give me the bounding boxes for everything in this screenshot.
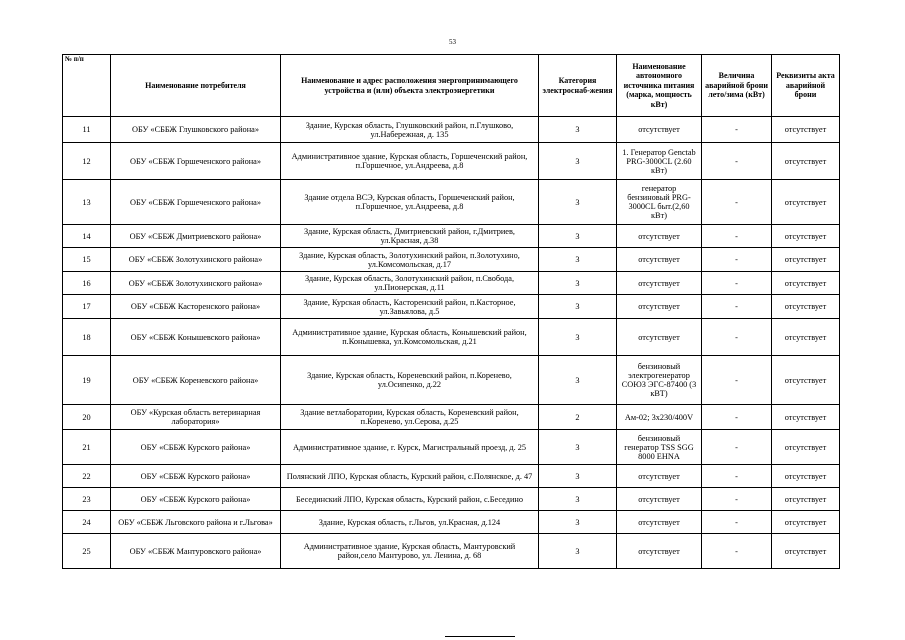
table-cell: 3 — [539, 430, 617, 465]
table-cell: ОБУ «СББЖ Льговского района и г.Льгова» — [111, 511, 281, 534]
table-cell: 3 — [539, 465, 617, 488]
table-cell: ОБУ «СББЖ Мантуровского района» — [111, 534, 281, 569]
table-cell: Здание, Курская область, Глушковский район, п.Глушково, ул.Набережная, д. 135 — [281, 117, 539, 143]
table-row — [63, 430, 840, 465]
table-cell: ОБУ «СББЖ Горшеченского района» — [111, 180, 281, 225]
table-cell: - — [702, 319, 772, 356]
table-cell: отсутствует — [617, 511, 702, 534]
table-cell: отсутствует — [772, 511, 840, 534]
table-cell: 3 — [539, 319, 617, 356]
table-cell: отсутствует — [772, 295, 840, 319]
table-cell: Здание, Курская область, Кореневский район, п.Коренево, ул.Осипенко, д.22 — [281, 356, 539, 405]
table-cell: - — [702, 248, 772, 272]
table-cell: отсутствует — [617, 117, 702, 143]
table-cell: 3 — [539, 356, 617, 405]
table-row — [63, 488, 840, 511]
table-row — [63, 143, 840, 180]
table-cell: 21 — [63, 430, 111, 465]
table-cell: отсутствует — [772, 430, 840, 465]
table-cell: ОБУ «СББЖ Курского района» — [111, 430, 281, 465]
table-row — [63, 295, 840, 319]
table-cell: Здание, Курская область, Касторенский район, п.Касторное, ул.Завьялова, д.5 — [281, 295, 539, 319]
table-row — [63, 225, 840, 248]
table-cell: - — [702, 272, 772, 295]
table-cell: Здание, Курская область, г.Льгов, ул.Красная, д.124 — [281, 511, 539, 534]
table-cell: ОБУ «СББЖ Горшеченского района» — [111, 143, 281, 180]
table-cell: - — [702, 180, 772, 225]
table-cell: 3 — [539, 180, 617, 225]
table-cell: Здание отдела ВСЭ, Курская область, Горшеченский район, п.Горшечное, ул.Андреева, д.8 — [281, 180, 539, 225]
table-cell: 3 — [539, 511, 617, 534]
table-cell: ОБУ «СББЖ Золотухинского района» — [111, 272, 281, 295]
table-cell: отсутствует — [772, 319, 840, 356]
table-row — [63, 319, 840, 356]
table-cell: ОБУ «СББЖ Курского района» — [111, 465, 281, 488]
table-cell: отсутствует — [772, 272, 840, 295]
table-cell: 3 — [539, 117, 617, 143]
table-row — [63, 356, 840, 405]
table-cell: отсутствует — [772, 356, 840, 405]
table-cell: 3 — [539, 272, 617, 295]
table-cell: - — [702, 511, 772, 534]
table-cell: - — [702, 295, 772, 319]
table-cell: отсутствует — [617, 272, 702, 295]
table-cell: ОБУ «СББЖ Касторенского района» — [111, 295, 281, 319]
table-cell: 25 — [63, 534, 111, 569]
table-cell: ОБУ «СББЖ Кореневского района» — [111, 356, 281, 405]
table-cell: отсутствует — [772, 225, 840, 248]
table-cell: отсутствует — [772, 143, 840, 180]
table-cell: отсутствует — [772, 534, 840, 569]
table-cell: отсутствует — [772, 180, 840, 225]
table-cell: 17 — [63, 295, 111, 319]
table-cell: отсутствует — [772, 405, 840, 430]
table-cell: - — [702, 488, 772, 511]
header-cell: № п/п — [63, 55, 111, 117]
table-cell: отсутствует — [772, 117, 840, 143]
table-cell: отсутствует — [617, 319, 702, 356]
table-cell: 16 — [63, 272, 111, 295]
table-cell: ОБУ «Курская область ветеринарная лаборатория» — [111, 405, 281, 430]
table-cell: отсутствует — [617, 465, 702, 488]
page-number: 53 — [449, 38, 456, 46]
table-cell: 11 — [63, 117, 111, 143]
table-cell: - — [702, 465, 772, 488]
table-cell: ОБУ «СББЖ Дмитриевского района» — [111, 225, 281, 248]
table-cell: отсутствует — [772, 465, 840, 488]
table-row — [63, 465, 840, 488]
table-cell: генератор бензиновый PRG-3000CL быт.(2,60 кВт) — [617, 180, 702, 225]
table-cell: 15 — [63, 248, 111, 272]
table-cell: отсутствует — [772, 488, 840, 511]
table-cell: ОБУ «СББЖ Курского района» — [111, 488, 281, 511]
table-cell: 2 — [539, 405, 617, 430]
table-cell: Полянский ЛПО, Курская область, Курский район, с.Полянское, д. 47 — [281, 465, 539, 488]
header-cell: Величина аварийной брони лето/зима (кВт) — [702, 55, 772, 117]
table-cell: отсутствует — [617, 295, 702, 319]
table-cell: 3 — [539, 534, 617, 569]
table-cell: 23 — [63, 488, 111, 511]
table-cell: 14 — [63, 225, 111, 248]
table-row — [63, 117, 840, 143]
table-cell: 22 — [63, 465, 111, 488]
table-cell: - — [702, 430, 772, 465]
table-cell: Здание, Курская область, Золотухинский район, п.Золотухино, ул.Комсомольская, д.17 — [281, 248, 539, 272]
table-cell: 3 — [539, 143, 617, 180]
table-row — [63, 248, 840, 272]
page-bottom-rule — [445, 636, 515, 637]
table-cell: Бесединский ЛПО, Курская область, Курский район, с.Беседино — [281, 488, 539, 511]
table-row — [63, 272, 840, 295]
table-cell: ОБУ «СББЖ Золотухинского района» — [111, 248, 281, 272]
table-cell: 12 — [63, 143, 111, 180]
header-cell: Наименование автономного источника питания (марка, мощность кВт) — [617, 55, 702, 117]
table-cell: 3 — [539, 488, 617, 511]
table-cell: 24 — [63, 511, 111, 534]
reserve-table — [62, 54, 840, 569]
table-cell: Административное здание, Курская область, Конышевский район, п.Конышевка, ул.Комсомольская, д.21 — [281, 319, 539, 356]
table-cell: отсутствует — [772, 248, 840, 272]
table-cell: Ам-02; 3х230/400V — [617, 405, 702, 430]
table-cell: отсутствует — [617, 488, 702, 511]
table-cell: 20 — [63, 405, 111, 430]
header-row — [63, 55, 840, 117]
table-cell: ОБУ «СББЖ Конышевского района» — [111, 319, 281, 356]
table-cell: бензиновый генератор TSS SGG 8000 EHNA — [617, 430, 702, 465]
table-cell: - — [702, 534, 772, 569]
table-cell: - — [702, 405, 772, 430]
table-cell: Здание ветлаборатории, Курская область, Кореневский район, п.Коренево, ул.Серова, д.25 — [281, 405, 539, 430]
table-cell: 3 — [539, 248, 617, 272]
table-cell: - — [702, 117, 772, 143]
table-cell: отсутствует — [617, 534, 702, 569]
table-cell: 19 — [63, 356, 111, 405]
header-cell: Наименование потребителя — [111, 55, 281, 117]
table-row — [63, 534, 840, 569]
table-cell: - — [702, 143, 772, 180]
table-row — [63, 180, 840, 225]
table-cell: Административное здание, Курская область, Горшеченский район, п.Горшечное, ул.Андреева, д.8 — [281, 143, 539, 180]
header-cell: Категория электроснаб-жения — [539, 55, 617, 117]
table-cell: Здание, Курская область, Дмитриевский район, г.Дмитриев, ул.Красная, д.38 — [281, 225, 539, 248]
table-row — [63, 405, 840, 430]
header-cell: Наименование и адрес расположения энергопринимающего устройства и (или) объекта электроэнергетики — [281, 55, 539, 117]
table-cell: - — [702, 356, 772, 405]
table-cell: 18 — [63, 319, 111, 356]
table-cell: 13 — [63, 180, 111, 225]
table-cell: бензиновый электрогенератор СОЮЗ ЭГС-87400 (3 кВТ) — [617, 356, 702, 405]
table-cell: - — [702, 225, 772, 248]
table-cell: отсутствует — [617, 225, 702, 248]
table-cell: 3 — [539, 225, 617, 248]
table-cell: Административное здание, г. Курск, Магистральный проезд, д. 25 — [281, 430, 539, 465]
table-cell: ОБУ «СББЖ Глушковского района» — [111, 117, 281, 143]
table-cell: Административное здание, Курская область, Мантуровский район,село Мантурово, ул. Ленина, д. 68 — [281, 534, 539, 569]
table-row — [63, 511, 840, 534]
table-cell: Здание, Курская область, Золотухинский район, п.Свобода, ул.Пионерская, д.11 — [281, 272, 539, 295]
table-cell: 3 — [539, 295, 617, 319]
table-cell: отсутствует — [617, 248, 702, 272]
header-cell: Реквизиты акта аварийной брони — [772, 55, 840, 117]
table-cell: 1. Генератор Genctab PRG-3000CL (2.60 кВт) — [617, 143, 702, 180]
